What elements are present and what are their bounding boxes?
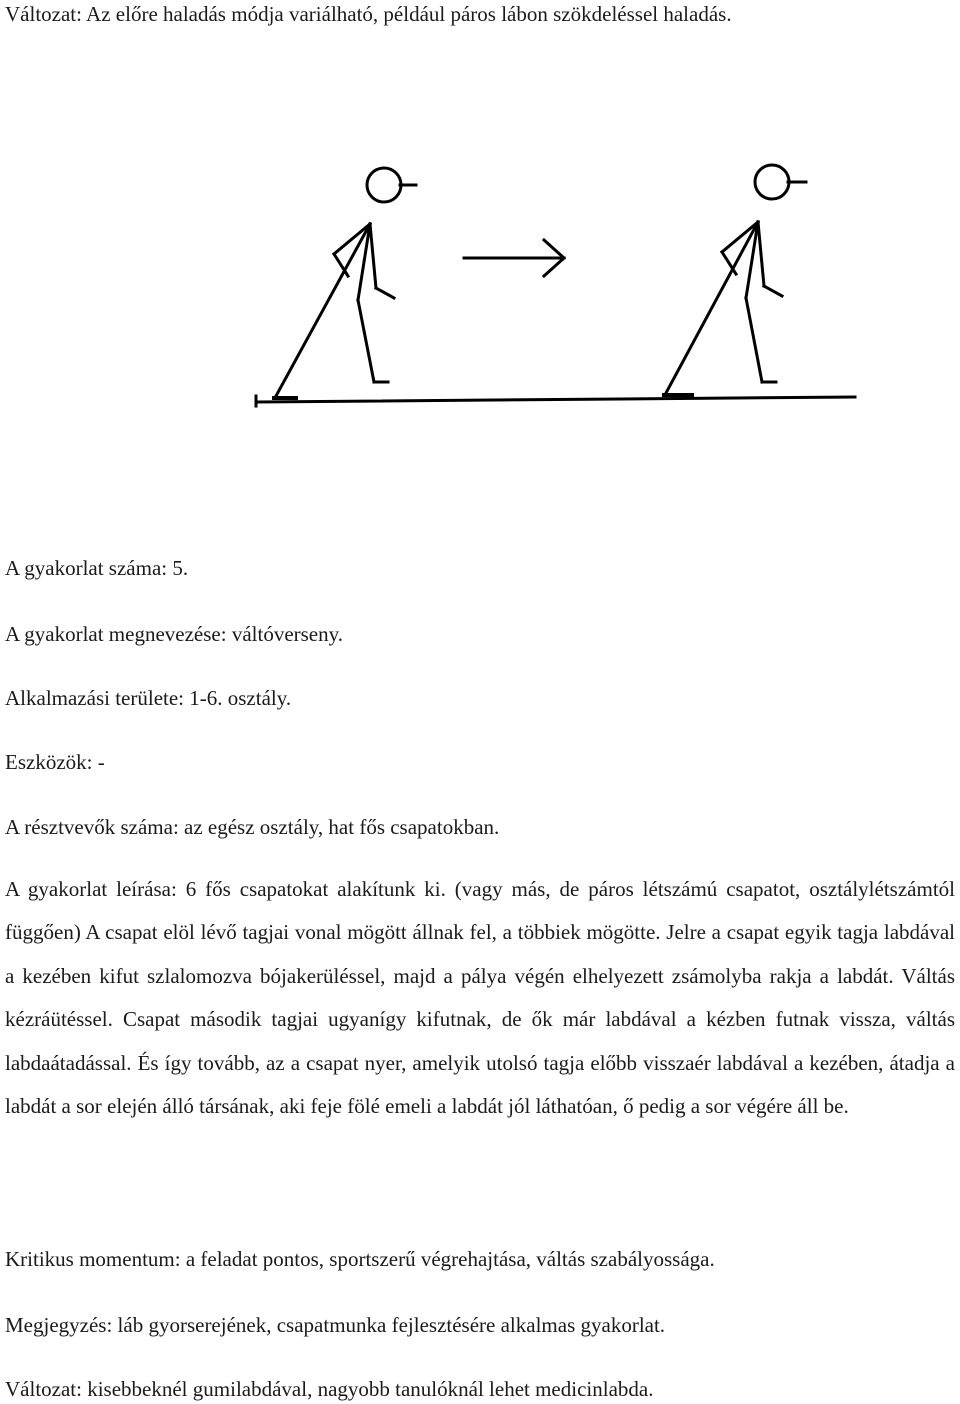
equipment: Eszközök: -: [5, 750, 105, 774]
walking-figures-illustration: [250, 150, 860, 415]
variant: Változat: kisebbeknél gumilabdával, nagyobb tanulóknál lehet medicinlabda.: [5, 1377, 654, 1401]
exercise-number: A gyakorlat száma: 5.: [5, 556, 189, 580]
note: Megjegyzés: láb gyorserejének, csapatmunka fejlesztésére alkalmas gyakorlat.: [5, 1313, 666, 1337]
exercise-description: A gyakorlat leírása: 6 fős csapatokat alakítunk ki. (vagy más, de páros létszámú csapatot, osztálylétszámtól függően) A csapat elöl lévő tagjai vonal mögött állnak fel, a többiek mögötte. Jelre a csapat egyik tagja labdával a kezében kifut szlalomozva bójakerüléssel, majd a pálya végén elhelyezett zsámolyba rakja a labdát. Váltás kézráütéssel. Csapat második tagjai ugyanígy kifutnak, de ők már labdával a kézben futnak vissza, váltás labdaátadással. És így tovább, az a csapat nyer, amelyik utolsó tagja előbb visszaér labdával a kezében, átadja a labdát a sor elején álló társának, aki feje fölé emeli a labdát jól láthatóan, ő pedig a sor végére áll be.: [5, 877, 955, 1119]
application-area: Alkalmazási területe: 1-6. osztály.: [5, 686, 292, 710]
stick-figure-left: [276, 168, 416, 396]
direction-arrow: [464, 240, 564, 276]
figure-right-torso: [666, 222, 758, 393]
figure-right-head: [755, 165, 789, 199]
figure-left-torso: [276, 224, 370, 396]
ground-line: [258, 397, 855, 402]
figure-left-head: [367, 168, 401, 202]
participants: A résztvevők száma: az egész osztály, hat fős csapatokban.: [5, 815, 500, 839]
figure-left-hand: [376, 288, 394, 298]
figure-right-forearm-back: [722, 252, 736, 274]
figure-left-arm-front: [370, 224, 376, 288]
figure-right-arm-front: [758, 222, 764, 286]
exercise-name: A gyakorlat megnevezése: váltóverseny.: [5, 622, 344, 646]
figure-right-hand: [764, 286, 782, 296]
figure-right-shin: [746, 298, 762, 382]
stick-figure-right: [666, 165, 806, 393]
critical-moment: Kritikus momentum: a feladat pontos, sportszerű végrehajtása, váltás szabályossága.: [5, 1247, 715, 1271]
figure-left-shin: [358, 300, 374, 382]
top-variant-line: Változat: Az előre haladás módja variálható, például páros lábon szökdeléssel haladás.: [5, 2, 732, 26]
illustration-svg: [250, 150, 860, 415]
